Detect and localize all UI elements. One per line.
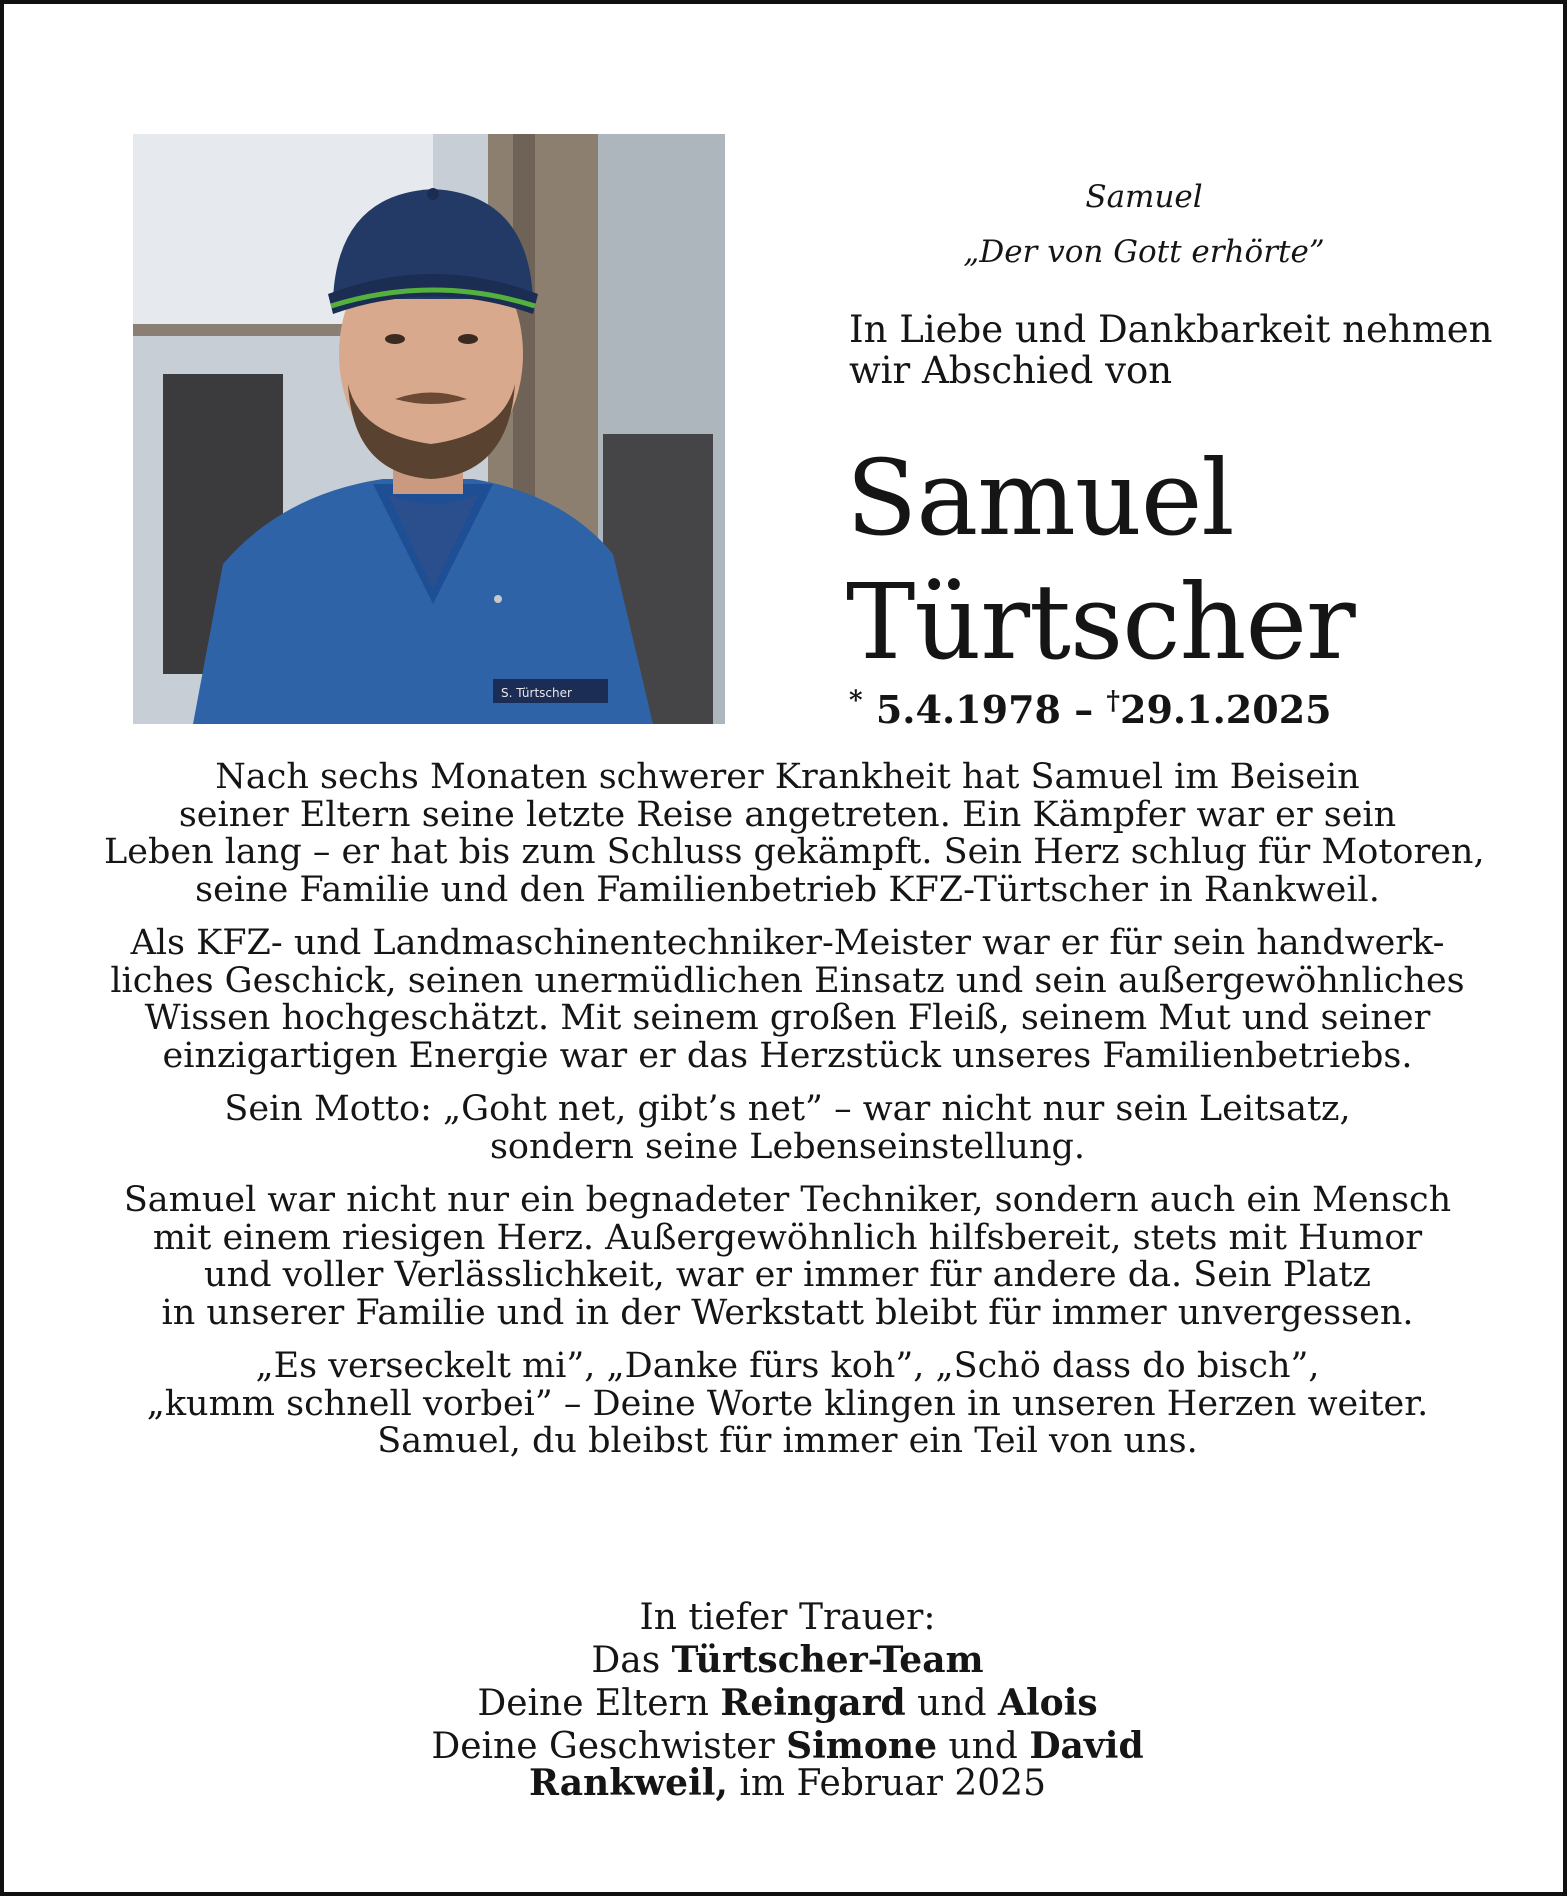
parent-1: Reingard: [720, 1682, 906, 1724]
text-line: „kumm schnell vorbei” – Deine Worte klingen in unseren Herzen weiter.: [146, 1383, 1429, 1424]
first-name: Samuel: [846, 437, 1234, 559]
text-line: Sein Motto: „Goht net, gibt’s net” – war nicht nur sein Leitsatz,: [224, 1089, 1351, 1129]
mourners-heading: In tiefer Trauer:: [639, 1597, 936, 1638]
text-line: „Es verseckelt mi”, „Danke fürs koh”, „Schö dass do bisch”,: [255, 1346, 1320, 1386]
birth-date: 5.4.1978: [875, 687, 1061, 732]
text-line: mit einem riesigen Herz. Außergewöhnlich hilfsbereit, stets mit Humor: [152, 1217, 1423, 1258]
date-separator: –: [1074, 687, 1094, 732]
paragraph-4: [104, 1182, 1471, 1332]
text-line: sondern seine Lebenseinstellung.: [489, 1126, 1086, 1167]
paragraph-2: [104, 925, 1471, 1075]
paragraph-3: [104, 1091, 1471, 1166]
text-line: Nach sechs Monaten schwerer Krankheit hat Samuel im Beisein: [215, 757, 1360, 797]
jacket-patch-text: S. Türtscher: [501, 686, 572, 700]
parent-2: Alois: [998, 1682, 1098, 1724]
text-line: einzigartigen Energie war er das Herzstück unseres Familienbetriebs.: [162, 1035, 1413, 1076]
conjunction: und: [948, 1726, 1018, 1767]
text-line: Wissen hochgeschätzt. Mit seinem großen Fleiß, seinem Mut und seiner: [144, 998, 1431, 1038]
farewell-intro: [849, 309, 1529, 391]
paragraph-5: [104, 1348, 1471, 1461]
paragraph-1: [104, 757, 1485, 910]
death-symbol: †: [1106, 686, 1121, 716]
sibling-2: David: [1029, 1725, 1144, 1767]
life-dates: [849, 686, 1332, 732]
intro-line-2: wir Abschied von: [849, 349, 1173, 392]
mourners-list: [104, 1597, 1471, 1768]
portrait-illustration: [133, 134, 725, 724]
closing-place: Rankweil,: [528, 1762, 728, 1804]
portrait-photo: [133, 134, 725, 724]
text-line: und voller Verlässlichkeit, war er immer für andere da. Sein Platz: [204, 1255, 1371, 1295]
place-and-date: [104, 1762, 1471, 1804]
text-line: Samuel, du bleibst für immer ein Teil von uns.: [377, 1421, 1198, 1461]
motto-name: Samuel: [1085, 179, 1203, 215]
name-meaning: [824, 170, 1464, 280]
birth-symbol: *: [849, 686, 863, 716]
obituary-text: [104, 757, 1485, 1477]
intro-line-1: In Liebe und Dankbarkeit nehmen: [849, 308, 1493, 351]
mourner-parents: [104, 1682, 1471, 1725]
text-line: in unserer Familie und in der Werkstatt bleibt für immer unvergessen.: [161, 1292, 1414, 1333]
siblings-prefix: Deine Geschwister: [431, 1726, 775, 1767]
last-name: Türtscher: [846, 561, 1355, 683]
conjunction: und: [917, 1683, 987, 1724]
team-prefix: Das: [591, 1640, 661, 1681]
mourner-team: [104, 1639, 1471, 1682]
motto-meaning: „Der von Gott erhörte”: [963, 234, 1325, 270]
deceased-name: [846, 436, 1355, 684]
closing-date: im Februar 2025: [739, 1763, 1046, 1804]
text-line: liches Geschick, seinen unermüdlichen Einsatz und sein außergewöhnliches: [110, 960, 1465, 1001]
text-line: seine Familie und den Familienbetrieb KFZ-Türtscher in Rankweil.: [195, 869, 1380, 910]
text-line: Samuel war nicht nur ein begnadeter Techniker, sondern auch ein Mensch: [123, 1180, 1452, 1220]
text-line: Als KFZ- und Landmaschinentechniker-Meister war er für sein handwerk-: [130, 923, 1445, 963]
parents-prefix: Deine Eltern: [477, 1683, 709, 1724]
death-date: 29.1.2025: [1120, 687, 1332, 732]
team-name: Türtscher-Team: [671, 1639, 984, 1681]
text-line: Leben lang – er hat bis zum Schluss gekämpft. Sein Herz schlug für Motoren,: [104, 832, 1485, 872]
sibling-1: Simone: [786, 1725, 937, 1767]
text-line: seiner Eltern seine letzte Reise angetreten. Ein Kämpfer war er sein: [178, 794, 1397, 835]
